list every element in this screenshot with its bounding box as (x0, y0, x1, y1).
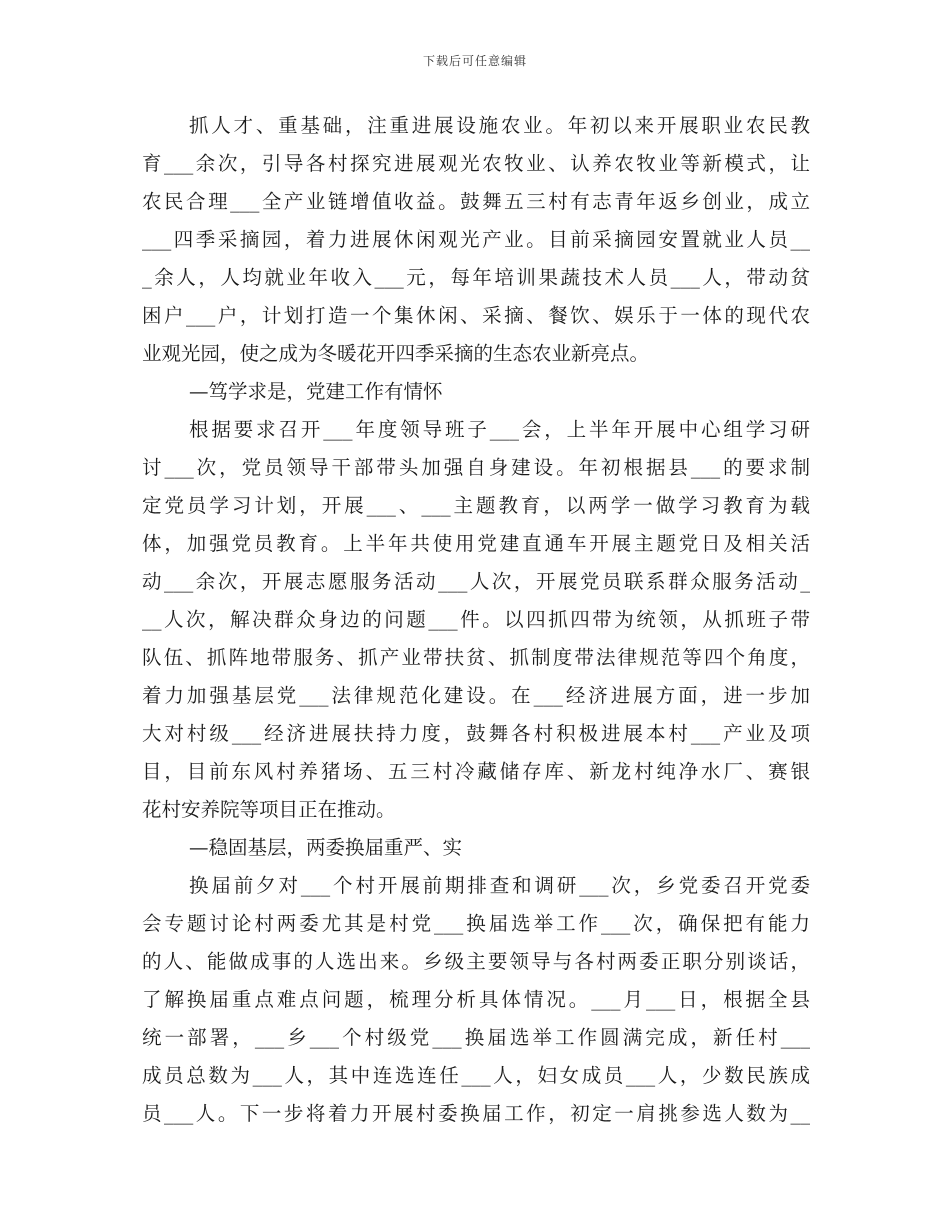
paragraph-line: 换届前夕对___个村开展前期排查和调研___次，乡党委召开党委 (189, 874, 810, 897)
document-body (142, 107, 810, 1133)
paragraph-line: 农民合理___全产业链增值收益。鼓舞五三村有志青年返乡创业，成立 (142, 190, 810, 213)
paragraph-line: 统一部署，___乡___个村级党___换届选举工作圆满完成，新任村___ (142, 1026, 810, 1049)
paragraph-line: 的人、能做成事的人选出来。乡级主要领导与各村两委正职分别谈话， (142, 950, 810, 973)
paragraph-line: __人次，解决群众身边的问题___件。以四抓四带为统领，从抓班子带 (142, 608, 810, 631)
paragraph-line: ___四季采摘园，着力进展休闲观光产业。目前采摘园安置就业人员__ (142, 228, 810, 251)
paragraph-line: 着力加强基层党___法律规范化建设。在___经济进展方面，进一步加 (142, 684, 810, 707)
paragraph-line: _余人，人均就业年收入___元，每年培训果蔬技术人员___人，带动贫 (142, 266, 810, 289)
paragraph-line: 员___人。下一步将着力开展村委换届工作，初定一肩挑参选人数为__ (142, 1102, 810, 1125)
paragraph-line: 动___余次，开展志愿服务活动___人次，开展党员联系群众服务活动_ (142, 570, 810, 593)
paragraph-line: 花村安养院等项目正在推动。 (142, 798, 396, 821)
paragraph-line: 目，目前东风村养猪场、五三村冷藏储存库、新龙村纯净水厂、赛银 (142, 760, 810, 783)
section-heading: —稳固基层，两委换届重严、实 (189, 836, 463, 859)
paragraph-line: 了解换届重点难点问题，梳理分析具体情况。___月___日，根据全县 (142, 988, 810, 1011)
paragraph-line: 讨___次，党员领导干部带头加强自身建设。年初根据县___的要求制 (142, 456, 810, 479)
paragraph-line: 大对村级___经济进展扶持力度，鼓舞各村积极进展本村___产业及项 (142, 722, 810, 745)
paragraph-line: 育___余次，引导各村探究进展观光农牧业、认养农牧业等新模式，让 (142, 152, 810, 175)
page-header-note: 下载后可任意编辑 (422, 54, 527, 68)
paragraph-line: 定党员学习计划，开展___、___主题教育，以两学一做学习教育为载 (142, 494, 810, 517)
paragraph-line: 抓人才、重基础，注重进展设施农业。年初以来开展职业农民教 (189, 114, 810, 137)
paragraph-line: 根据要求召开___年度领导班子___会，上半年开展中心组学习研 (189, 418, 810, 441)
paragraph-line: 会专题讨论村两委尤其是村党___换届选举工作___次，确保把有能力 (142, 912, 810, 935)
paragraph-line: 队伍、抓阵地带服务、抓产业带扶贫、抓制度带法律规范等四个角度， (142, 646, 810, 669)
paragraph-line: 成员总数为___人，其中连选连任___人，妇女成员___人，少数民族成 (142, 1064, 810, 1087)
paragraph-line: 业观光园，使之成为冬暖花开四季采摘的生态农业新亮点。 (142, 342, 650, 365)
paragraph-line: 体，加强党员教育。上半年共使用党建直通车开展主题党日及相关活 (142, 532, 810, 555)
section-heading: —笃学求是，党建工作有情怀 (189, 380, 443, 403)
paragraph-line: 困户___户，计划打造一个集休闲、采摘、餐饮、娱乐于一体的现代农 (142, 304, 810, 327)
